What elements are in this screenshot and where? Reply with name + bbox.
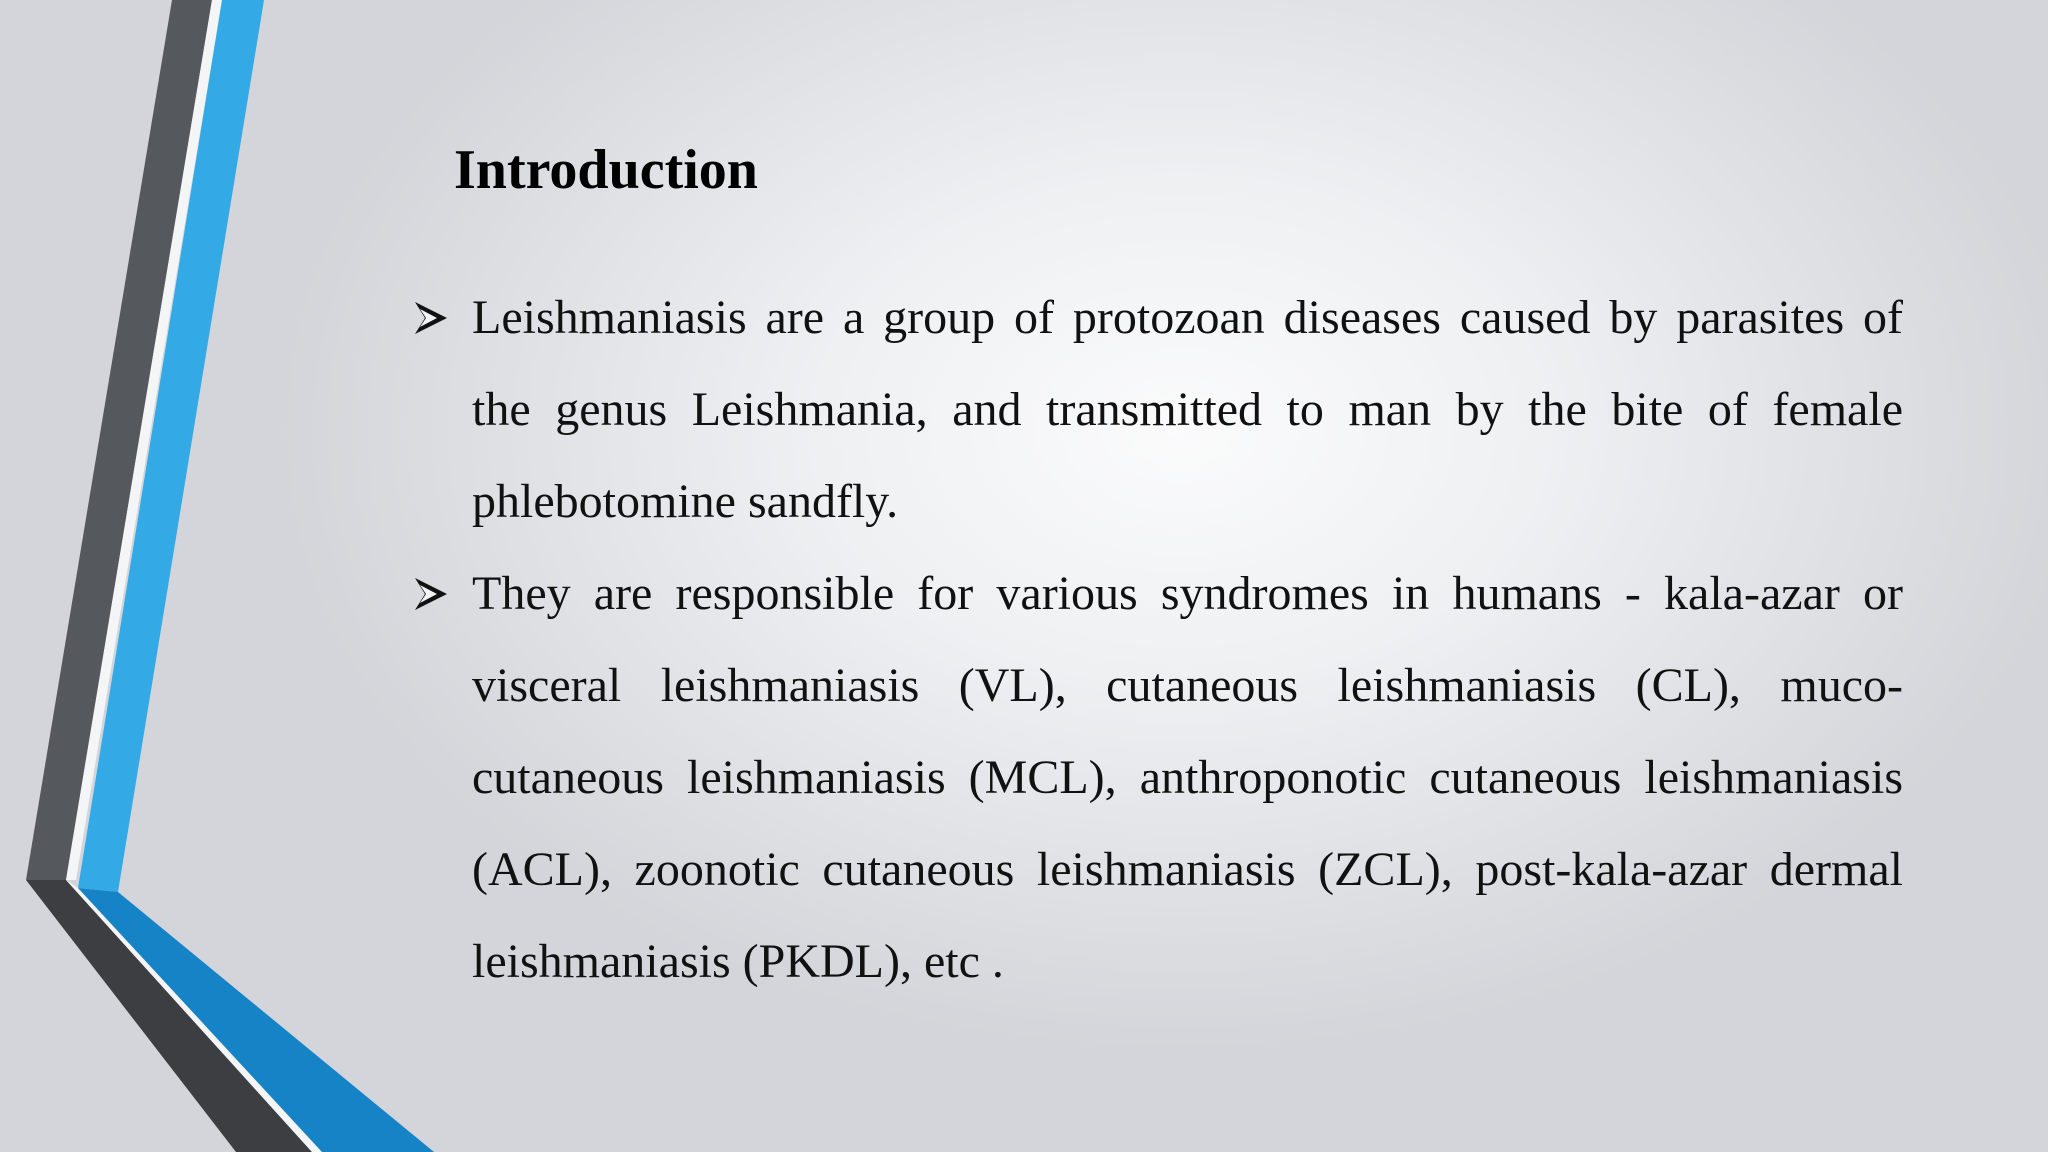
- arrowhead-bullet-icon: [413, 298, 449, 338]
- bullet-item: [413, 272, 1903, 548]
- bullet-item: [413, 548, 1903, 1008]
- slide-title: Introduction: [454, 139, 758, 201]
- bullet-text: They are responsible for various syndromes in humans - kala-azar or visceral leishmaniasis (VL), cutaneous leishmaniasis (CL), muco-cutaneous leishmaniasis (MCL), anthroponotic cutaneous leishmaniasis (ACL), zoonotic cutaneous leishmaniasis (ZCL), post-kala-azar dermal leishmaniasis (PKDL), etc .: [472, 567, 1903, 988]
- arrowhead-bullet-icon: [413, 574, 449, 614]
- white-sliver-lower: [66, 880, 322, 1152]
- bullet-list: [413, 272, 1903, 1008]
- bullet-text: Leishmaniasis are a group of protozoan diseases caused by parasites of the genus Leishmania, and transmitted to man by the bite of female phlebotomine sandfly.: [472, 291, 1903, 528]
- white-sliver-upper: [66, 0, 222, 880]
- gray-stripe-lower: [26, 880, 312, 1152]
